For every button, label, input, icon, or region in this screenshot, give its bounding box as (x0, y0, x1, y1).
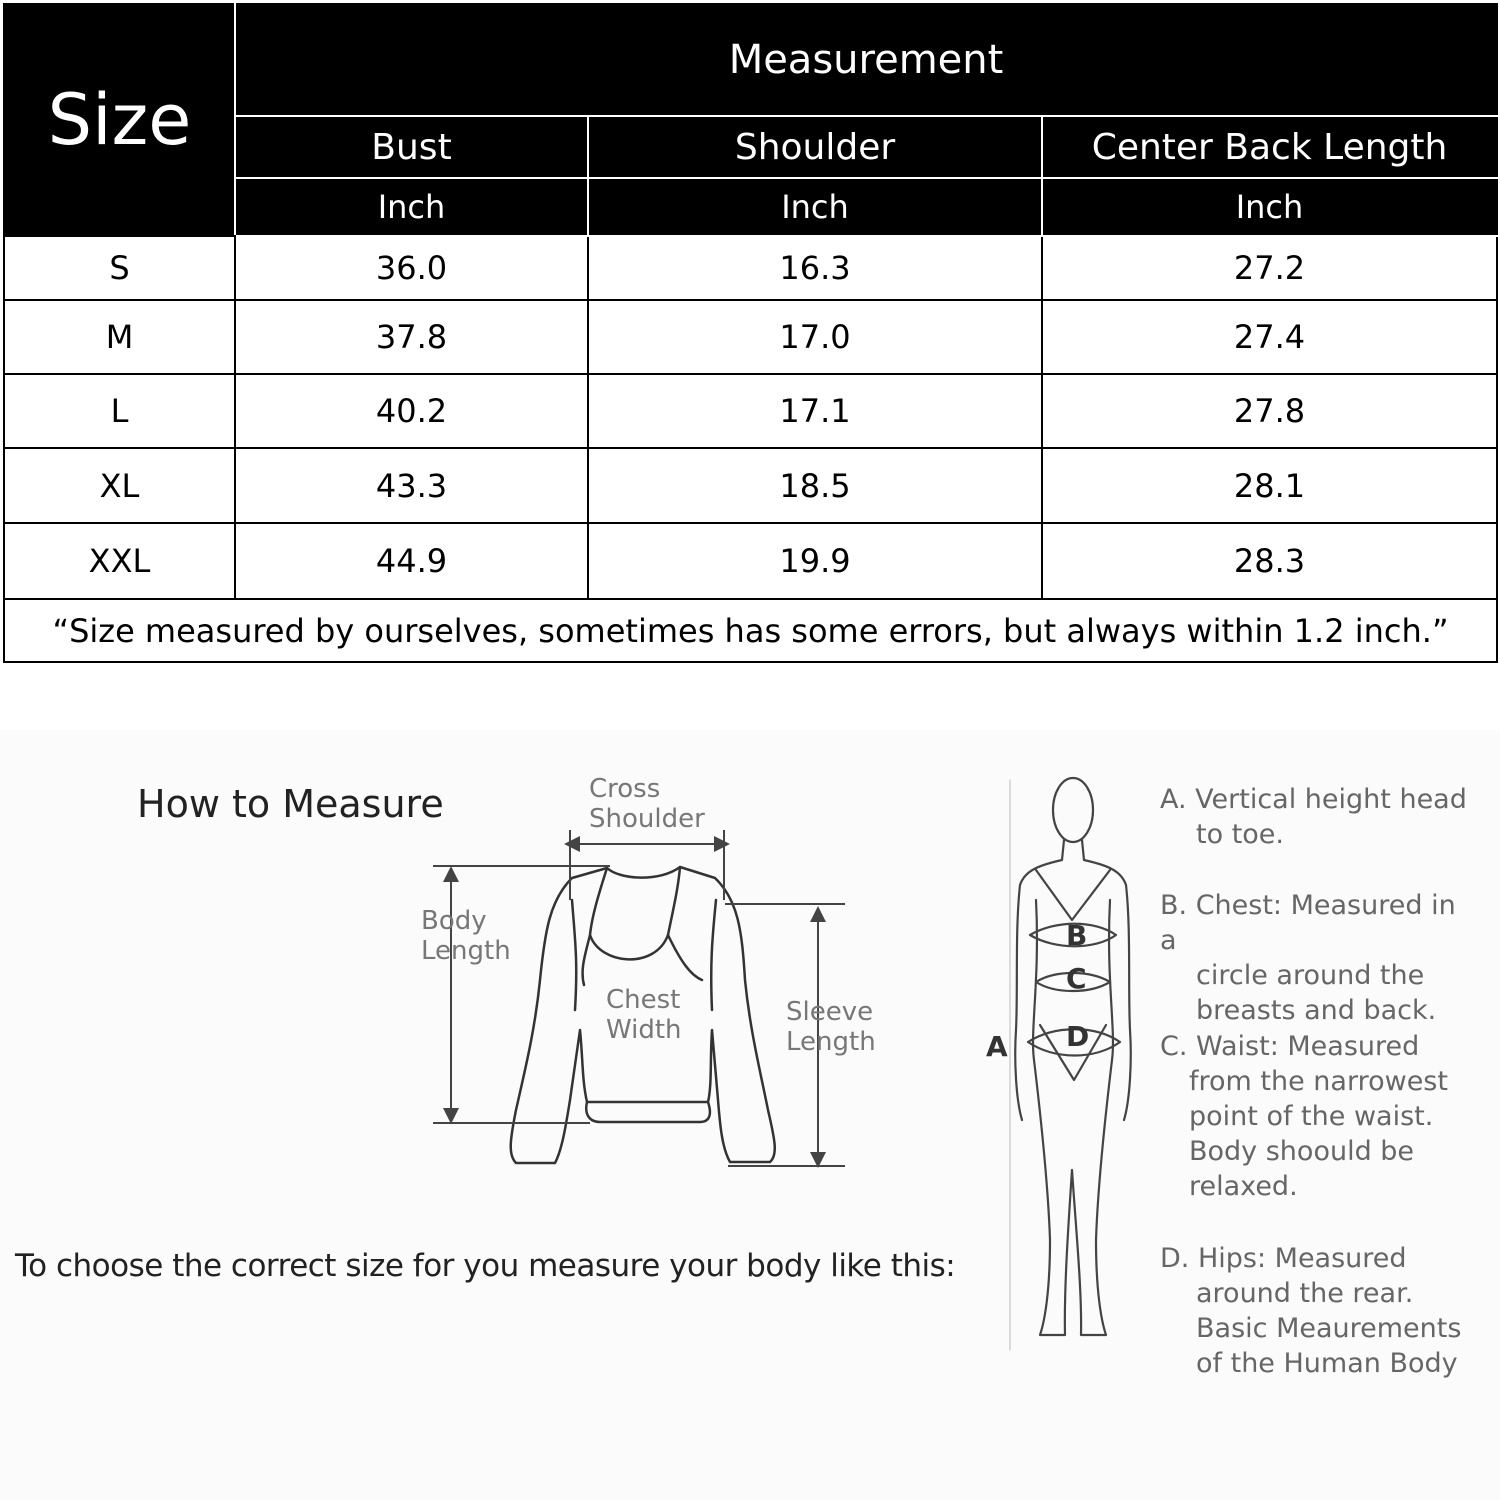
length-column-header: Center Back Length (1042, 116, 1497, 178)
description-c-line: C. Waist: Measured (1160, 1031, 1420, 1062)
description-b (1160, 888, 1480, 1028)
size-cell: XL (4, 448, 235, 523)
description-c-line: relaxed. (1189, 1171, 1298, 1202)
size-cell: L (4, 374, 235, 448)
shoulder-cell: 19.9 (588, 523, 1042, 599)
body-length-label-line1: Body (421, 906, 487, 936)
description-c-line: Body shoould be (1189, 1136, 1415, 1167)
length-cell: 27.4 (1042, 300, 1497, 374)
sleeve-length-label-line2: Length (786, 1027, 876, 1057)
description-b-line: B. Chest: Measured in a (1160, 890, 1456, 956)
body-marker-c: C (1066, 962, 1087, 995)
cross-shoulder-label-line1: Cross (589, 774, 661, 804)
bust-cell: 37.8 (235, 300, 588, 374)
description-d-line: Basic Meaurements (1196, 1313, 1462, 1344)
body-marker-a: A (986, 1030, 1008, 1063)
body-length-label (421, 906, 511, 966)
description-a (1160, 782, 1480, 852)
chest-width-label (606, 985, 682, 1045)
chest-width-label-line1: Chest (606, 985, 681, 1015)
description-d-line: of the Human Body (1196, 1348, 1458, 1379)
how-to-measure-title: How to Measure (137, 782, 444, 826)
table-row (4, 300, 1497, 374)
length-cell: 27.2 (1042, 236, 1497, 300)
length-unit: Inch (1042, 178, 1497, 236)
description-c (1160, 1029, 1480, 1204)
description-c-line: from the narrowest (1189, 1066, 1448, 1097)
bust-unit: Inch (235, 178, 588, 236)
body-figure-illustration (1010, 778, 1131, 1350)
table-row (4, 523, 1497, 599)
description-b-line: circle around the (1196, 960, 1425, 991)
body-marker-d: D (1066, 1020, 1090, 1053)
description-b-line: breasts and back. (1196, 995, 1437, 1026)
how-to-measure-section (0, 730, 1500, 1500)
table-row (4, 374, 1497, 448)
description-d-line: D. Hips: Measured (1160, 1243, 1407, 1274)
table-row (4, 448, 1497, 523)
bust-cell: 44.9 (235, 523, 588, 599)
description-d (1160, 1241, 1480, 1381)
size-chart-table (3, 3, 1498, 663)
size-header: Size (4, 4, 235, 236)
shoulder-cell: 18.5 (588, 448, 1042, 523)
bust-cell: 40.2 (235, 374, 588, 448)
table-row (4, 236, 1497, 300)
shoulder-unit: Inch (588, 178, 1042, 236)
shoulder-cell: 17.0 (588, 300, 1042, 374)
size-note: “Size measured by ourselves, sometimes has some errors, but always within 1.2 inch.” (4, 599, 1497, 662)
description-a-line: to toe. (1196, 819, 1284, 850)
body-marker-b: B (1066, 919, 1088, 952)
size-cell: XXL (4, 523, 235, 599)
shoulder-cell: 17.1 (588, 374, 1042, 448)
sleeve-length-label (786, 997, 876, 1057)
measurement-header: Measurement (235, 4, 1497, 116)
body-length-label-line2: Length (421, 936, 511, 966)
measure-instruction: To choose the correct size for you measure your body like this: (15, 1248, 956, 1284)
shoulder-column-header: Shoulder (588, 116, 1042, 178)
size-cell: M (4, 300, 235, 374)
bust-cell: 43.3 (235, 448, 588, 523)
description-a-line: A. Vertical height head (1160, 784, 1467, 815)
bust-cell: 36.0 (235, 236, 588, 300)
length-cell: 28.1 (1042, 448, 1497, 523)
shoulder-cell: 16.3 (588, 236, 1042, 300)
length-cell: 28.3 (1042, 523, 1497, 599)
description-d-line: around the rear. (1196, 1278, 1414, 1309)
cross-shoulder-label-line2: Shoulder (589, 804, 705, 834)
cross-shoulder-label (589, 774, 705, 834)
bust-column-header: Bust (235, 116, 588, 178)
chest-width-label-line2: Width (606, 1015, 682, 1045)
size-cell: S (4, 236, 235, 300)
length-cell: 27.8 (1042, 374, 1497, 448)
description-c-line: point of the waist. (1189, 1101, 1434, 1132)
sleeve-length-label-line1: Sleeve (786, 997, 874, 1027)
